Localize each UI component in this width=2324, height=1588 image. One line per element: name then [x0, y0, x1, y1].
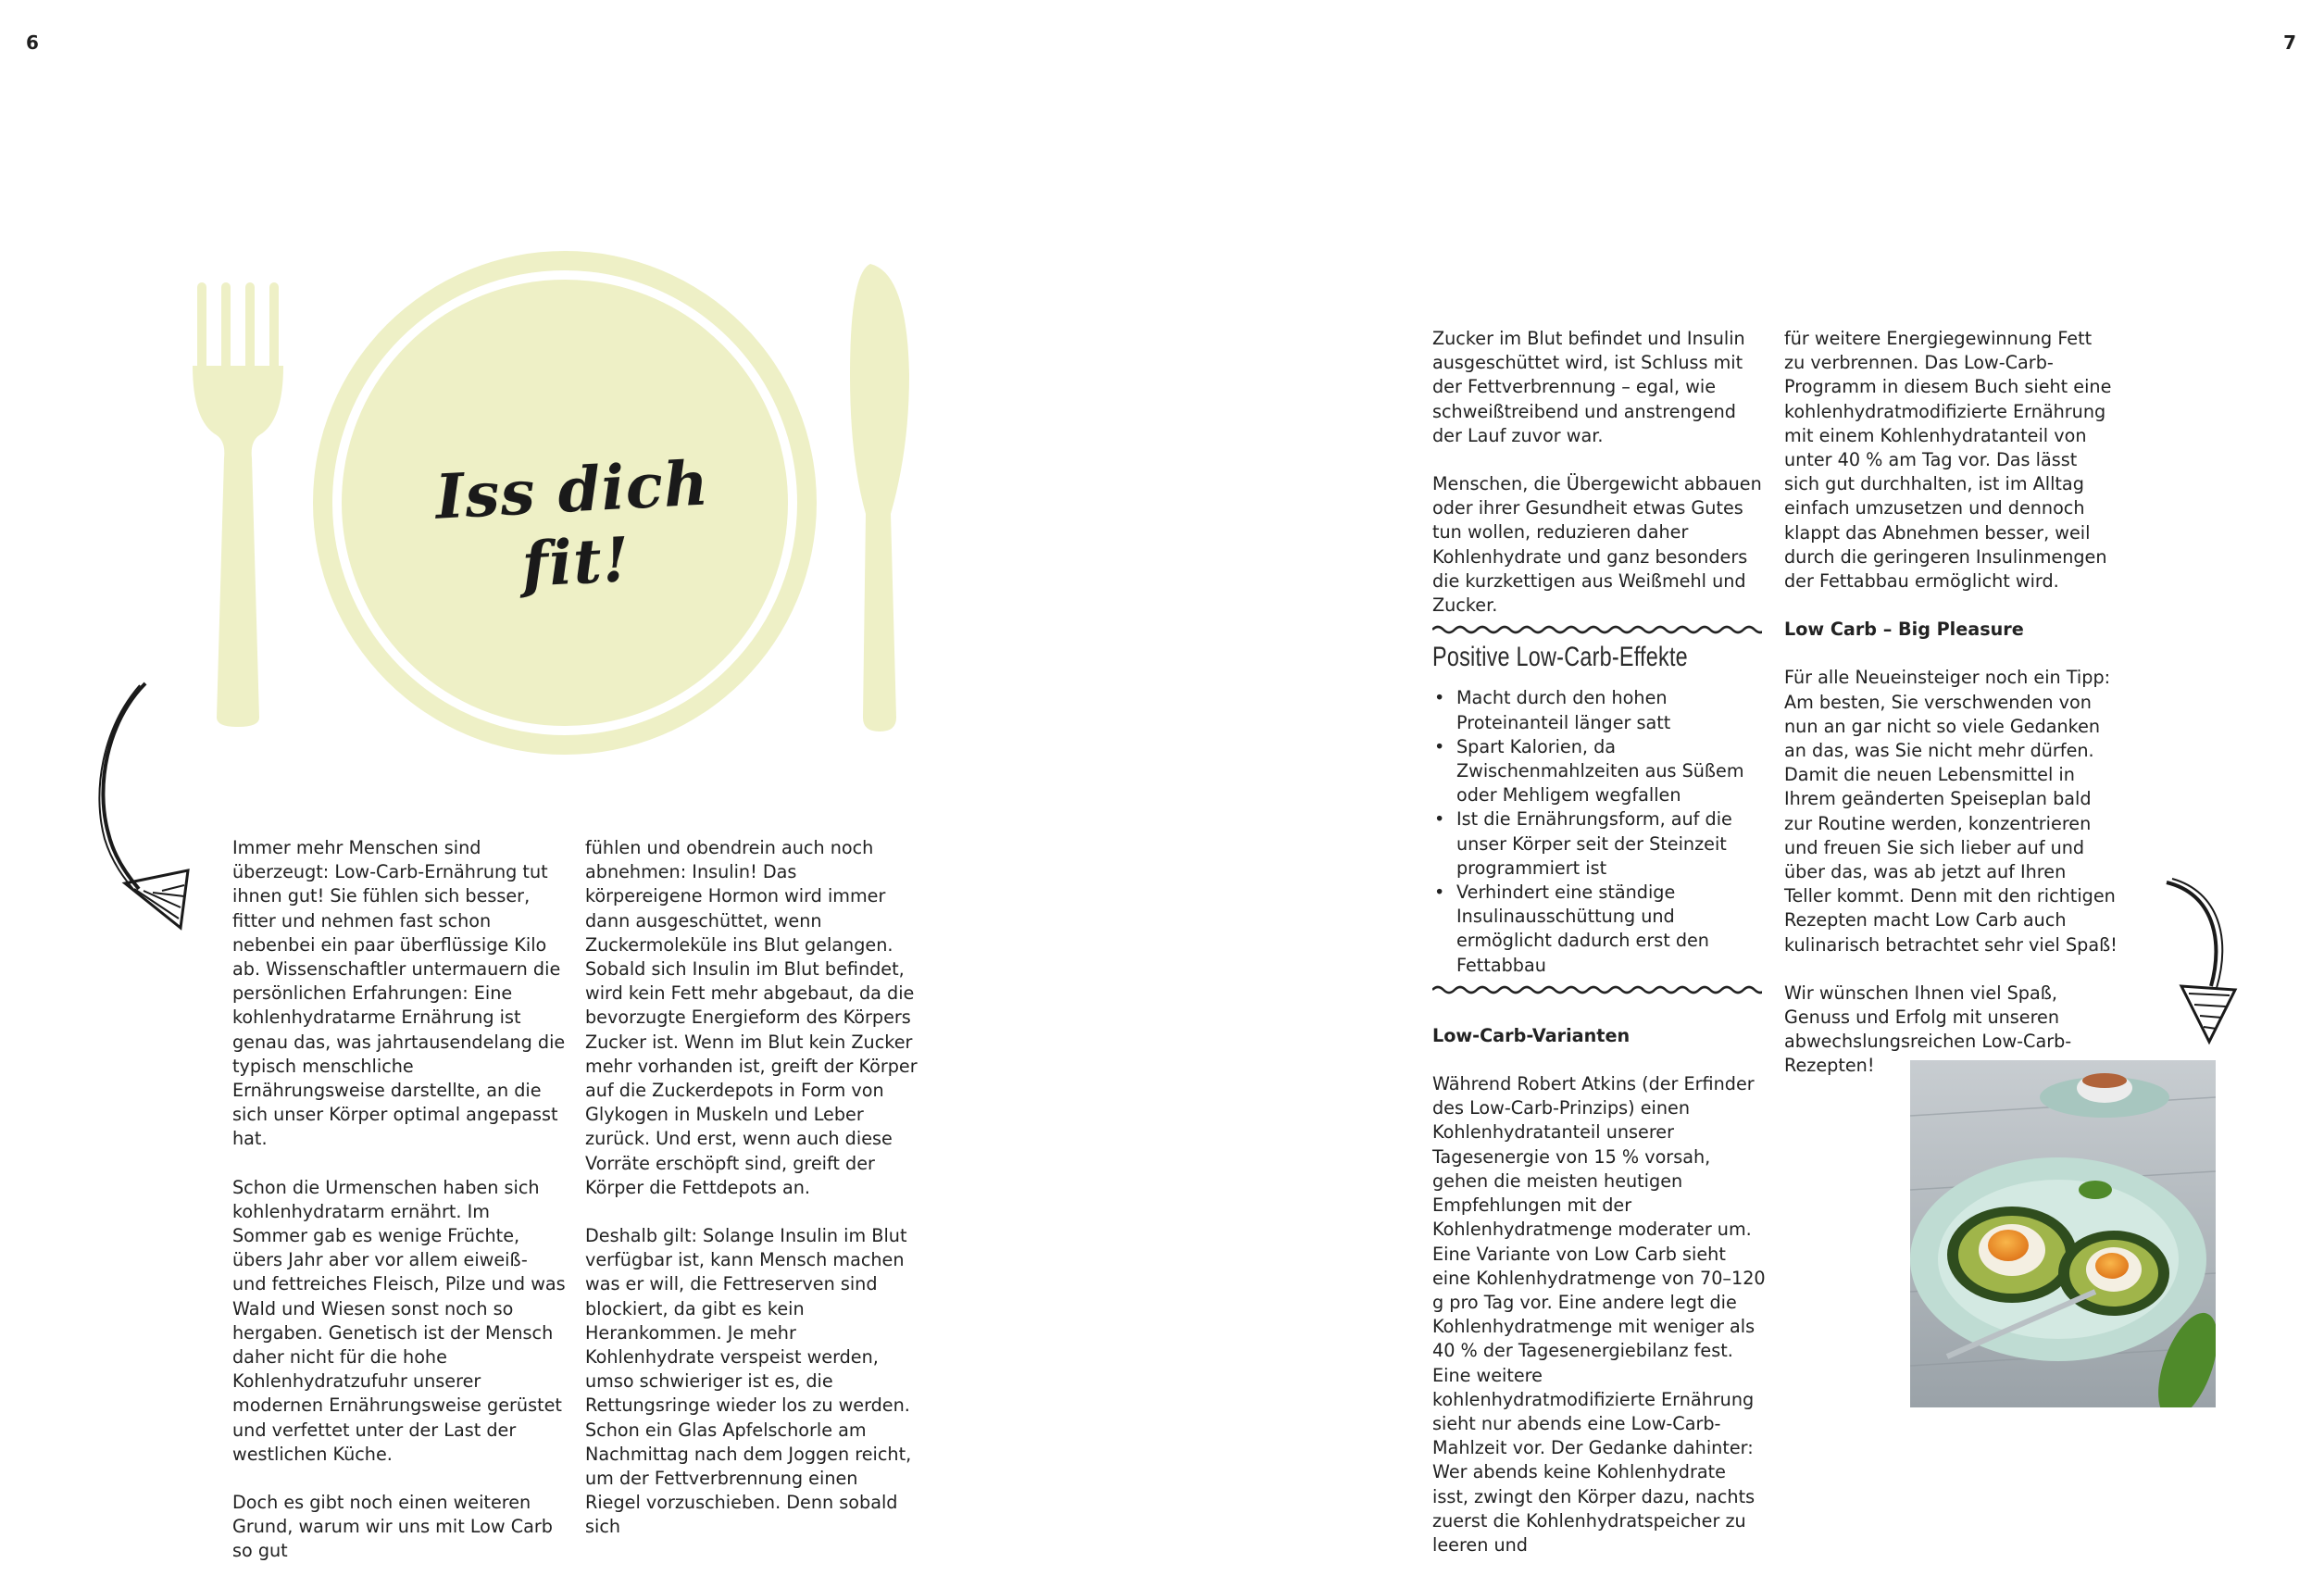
list-item: • Ist die Ernährungsform, auf die unser Körper seit der Steinzeit programmiert ist	[1432, 807, 1766, 881]
subheading: Low-Carb-Varianten	[1432, 1024, 1631, 1046]
text-column-1	[232, 836, 566, 1588]
text-column-3	[1432, 327, 1766, 1582]
subheading: Low Carb – Big Pleasure	[1784, 619, 2024, 641]
paragraph: Schon die Urmenschen haben sich kohlenhydratarm ernährt. Im Sommer gab es wenige Früchte, übers Jahr aber vor allem eiweiß- und fettreiches Fleisch, Pilze und was Wald und Wiesen sonst noch so hergaben. Genetisch ist der Mensch daher nicht für die hohe Kohlenhydratzufuhr unserer modernen Ernährungsweise gerüstet und verfettet unter der Last der westlichen Küche.	[232, 1176, 566, 1465]
effects-list	[1432, 686, 1766, 977]
page-title: Iss dich fit!	[433, 446, 711, 601]
list-item: • Spart Kalorien, da Zwischenmahlzeiten aus Süßem oder Mehligem wegfallen	[1432, 735, 1766, 808]
list-item: • Verhindert eine ständige Insulinausschüttung und ermöglicht dadurch erst den Fettabbau	[1432, 881, 1766, 978]
paragraph: Immer mehr Menschen sind überzeugt: Low-Carb-Ernährung tut ihnen gut! Sie fühlen sich besser, fitter und nehmen fast schon nebenbei ein paar überflüssige Kilo ab. Wissenschaftler untermauern die persönlichen Erfahrungen: Eine kohlenhydratarme Ernährung ist genau das, was jahrtausendelang die typisch menschliche Ernährungsweise darstellte, an die sich unser Körper optimal angepasst hat.	[232, 837, 566, 1150]
hand-drawn-arrow-icon	[2157, 875, 2241, 1051]
page-number-left: 6	[26, 31, 39, 54]
text-column-4	[1784, 327, 2118, 1103]
hand-drawn-arrow-icon	[88, 676, 199, 935]
avocado-egg-photo	[1910, 1060, 2216, 1407]
text-column-2	[585, 836, 918, 1564]
paragraph: Zucker im Blut befindet und Insulin ausgeschüttet wird, ist Schluss mit der Fettverbrennung – egal, wie schweißtreibend und anstrengend der Lauf zuvor war.	[1432, 328, 1745, 446]
paragraph: fühlen und obendrein auch noch abnehmen: Insulin! Das körpereigene Hormon wird immer dann ausgeschüttet, wenn Zuckermoleküle ins Blut gelangen. Sobald sich Insulin im Blut befindet, wird kein Fett mehr abgebaut, da die bevorzugte Energieform des Körpers Zucker ist. Wenn im Blut kein Zucker mehr vorhanden ist, greift der Körper auf die Zuckerdepots in Form von Glykogen in Muskeln und Leber zurück. Und erst, wenn auch diese Vorräte erschöpft sind, greift der Körper die Fettdepots an.	[585, 837, 918, 1198]
paragraph: für weitere Energiegewinnung Fett zu verbrennen. Das Low-Carb-Programm in diesem Buch sieht eine kohlenhydratmodifizierte Ernährung mit einem Kohlenhydratanteil von unter 40 % am Tag vor. Das lässt sich gut durchhalten, ist im Alltag einfach umzusetzen und dennoch klappt das Abnehmen besser, weil durch die geringeren Insulinmengen der Fettabbau ermöglicht wird.	[1784, 328, 2112, 593]
section-heading: Positive Low-Carb-Effekte	[1432, 642, 1688, 673]
paragraph: Menschen, die Übergewicht abbauen oder ihrer Gesundheit etwas Gutes tun wollen, reduzieren daher Kohlenhydrate und ganz besonders die kurzkettigen aus Weißmehl und Zucker.	[1432, 473, 1762, 617]
wavy-divider	[1432, 983, 1762, 996]
paragraph: Doch es gibt noch einen weiteren Grund, warum wir uns mit Low Carb so gut	[232, 1492, 553, 1562]
wavy-divider	[1432, 623, 1762, 636]
paragraph: Deshalb gilt: Solange Insulin im Blut verfügbar ist, kann Mensch machen was er will, die Fettreserven sind blockiert, da gibt es kein Herankommen. Je mehr Kohlenhydrate verspeist werden, umso schwieriger ist es, die Rettungsringe wieder los zu werden. Schon ein Glas Apfelschorle am Nachmittag nach dem Joggen reicht, um der Fettverbrennung einen Riegel vorzuschieben. Denn sobald sich	[585, 1225, 912, 1538]
paragraph: Für alle Neueinsteiger noch ein Tipp: Am besten, Sie verschwenden von nun an gar nicht so viele Gedanken an das, was Sie nicht mehr dürfen. Damit die neuen Lebensmittel in Ihrem geänderten Speiseplan bald zur Routine werden, konzentrieren und freuen Sie sich lieber auf und über das, was ab jetzt auf Ihren Teller kommt. Denn mit den richtigen Rezepten macht Low Carb auch kulinarisch betrachtet sehr viel Spaß!	[1784, 667, 2118, 956]
list-item: • Macht durch den hohen Proteinanteil länger satt	[1432, 686, 1766, 734]
paragraph: Wir wünschen Ihnen viel Spaß, Genuss und Erfolg mit unseren abwechslungsreichen Low-Carb-Rezepten!	[1784, 982, 2072, 1077]
page-number-right: 7	[2283, 31, 2296, 54]
paragraph: Während Robert Atkins (der Erfinder des Low-Carb-Prinzips) einen Kohlenhydratanteil unserer Tagesenergie von 15 % vorsah, gehen die meisten heutigen Empfehlungen mit der Kohlenhydratmenge moderater um. Eine Variante von Low Carb sieht eine Kohlenhydratmenge von 70–120 g pro Tag vor. Eine andere legt die Kohlenhydratmenge mit weniger als 40 % der Tagesenergiebilanz fest. Eine weitere kohlenhydratmodifizierte Ernährung sieht nur abends eine Low-Carb-Mahlzeit vor. Der Gedanke dahinter: Wer abends keine Kohlenhydrate isst, zwingt den Körper dazu, nachts zuerst die Kohlenhydratspeicher zu leeren und	[1432, 1073, 1766, 1556]
